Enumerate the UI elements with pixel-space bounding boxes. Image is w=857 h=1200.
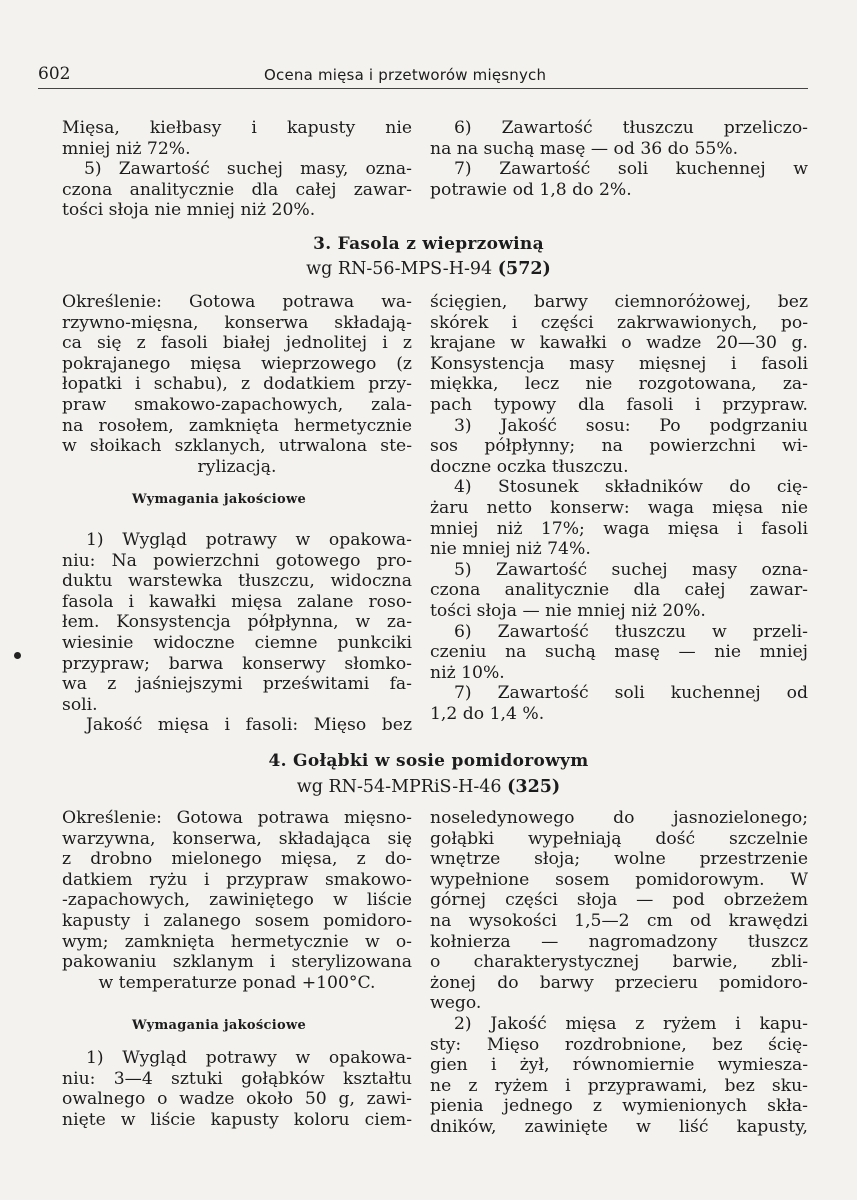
text-line: rylizacją. (197, 456, 277, 477)
text-line: gien i żył, równomiernie wymiesza- (430, 1055, 808, 1076)
text-line: 5) Zawartość suchej masy, ozna- (84, 159, 412, 180)
text-line: soli. (62, 694, 98, 715)
page-number: 602 (38, 64, 71, 84)
text-line: Mięsa, kiełbasy i kapusty nie (62, 118, 412, 138)
text-line: fasola i kawałki mięsa zalane roso- (62, 591, 412, 612)
section-4-requirements-left (62, 1048, 412, 1130)
section-3-title: 3. Fasola z wieprzowiną (313, 234, 544, 254)
text-line: pienia jednego z wymienionych skła- (430, 1096, 808, 1117)
top-left-text (62, 118, 412, 221)
section-4-right-text (430, 808, 808, 1138)
text-line: nięte w liście kapusty koloru ciem- (62, 1109, 412, 1130)
text-line: duktu warstewka tłuszczu, widoczna (62, 571, 412, 592)
text-line: kołnierza — nagromadzony tłuszcz (430, 931, 808, 952)
text-line: dników, zawinięte w liść kapusty, (430, 1116, 808, 1137)
text-line: kapusty i zalanego sosem pomidoro- (62, 910, 412, 931)
text-line: potrawie od 1,8 do 2%. (430, 179, 632, 200)
text-line: niu: Na powierzchni gotowego pro- (62, 550, 412, 571)
text-line: czona analitycznie dla całej zawar- (430, 580, 808, 601)
text-line: owalnego o wadze około 50 g, zawi- (62, 1089, 412, 1110)
text-line: 4) Stosunek składników do cię- (454, 477, 808, 498)
section-3-requirements-heading: Wymagania jakościowe (132, 492, 307, 507)
text-line: 3) Jakość sosu: Po podgrzaniu (454, 415, 808, 436)
text-line: pakowaniu szklanym i sterylizowana (62, 952, 412, 973)
top-right-text (430, 118, 808, 200)
section-3-right-text (430, 292, 808, 724)
text-line: doczne oczka tłuszczu. (430, 456, 629, 477)
text-line: wa z jaśniejszymi prześwitami fa- (62, 674, 412, 695)
text-line: na wysokości 1,5—2 cm od krawędzi (430, 910, 808, 931)
text-line: 7) Zawartość soli kuchennej w (454, 159, 808, 180)
section-3-number: (572) (497, 259, 551, 279)
section-4-requirements-heading: Wymagania jakościowe (132, 1018, 307, 1033)
text-line: 5) Zawartość suchej masy ozna- (454, 559, 808, 580)
section-3-definition (62, 292, 412, 477)
text-line: łopatki i schabu), z dodatkiem przy- (62, 374, 412, 395)
text-line: 6) Zawartość tłuszczu w przeli- (454, 621, 808, 642)
text-line: z drobno mielonego mięsa, z do- (62, 849, 412, 870)
text-line: łem. Konsystencja półpłynna, w za- (62, 612, 412, 633)
text-line: 6) Zawartość tłuszczu przeliczo- (454, 118, 808, 138)
text-line: na na suchą masę — od 36 do 55%. (430, 138, 739, 159)
text-line: żonej do barwy przecieru pomidoro- (430, 972, 808, 993)
text-line: skórek i części zakrwawionych, po- (430, 312, 808, 333)
text-line: czeniu na suchą masę — nie mniej (430, 642, 808, 663)
text-line: wypełnione sosem pomidorowym. W (430, 869, 808, 890)
text-line: żaru netto konserw: waga mięsa nie (430, 497, 808, 518)
text-line: niu: 3—4 sztuki gołąbków kształtu (62, 1068, 412, 1089)
text-line: Określenie: Gotowa potrawa mięsno- (62, 808, 412, 828)
section-4-code (0, 777, 857, 797)
text-line: datkiem ryżu i przypraw smakowo- (62, 869, 412, 890)
text-line: w słoikach szklanych, utrwalona ste- (62, 436, 412, 457)
text-line: ścięgien, barwy ciemnoróżowej, bez (430, 292, 808, 312)
text-line: gołąbki wypełniają dość szczelnie (430, 828, 808, 849)
text-line: 2) Jakość mięsa z ryżem i kapu- (454, 1013, 808, 1034)
text-line: sos półpłynny; na powierzchni wi- (430, 436, 808, 457)
text-line: Konsystencja masy mięsnej i fasoli (430, 353, 808, 374)
section-3-requirements-left (62, 530, 412, 736)
text-line: 7) Zawartość soli kuchennej od (454, 683, 808, 704)
text-line: noseledynowego do jasnozielonego; (430, 808, 808, 828)
text-line: tości słoja nie mniej niż 20%. (62, 200, 316, 221)
text-line: mniej niż 72%. (62, 138, 191, 159)
text-line: warzywna, konserwa, składająca się (62, 828, 412, 849)
text-line: wnętrze słoja; wolne przestrzenie (430, 849, 808, 870)
text-line: tości słoja — nie mniej niż 20%. (430, 600, 706, 621)
text-line: 1) Wygląd potrawy w opakowa- (86, 530, 412, 550)
text-line: praw smakowo-zapachowych, zala- (62, 394, 412, 415)
text-line: nie mniej niż 74%. (430, 539, 591, 560)
text-line: ne z ryżem i przyprawami, bez sku- (430, 1075, 808, 1096)
section-3-code (0, 259, 857, 279)
text-line: pach typowy dla fasoli i przypraw. (430, 394, 808, 415)
text-line: o charakterystycznej barwie, zbli- (430, 952, 808, 973)
text-line: pokrajanego mięsa wieprzowego (z (62, 353, 412, 374)
section-4-title: 4. Gołąbki w sosie pomidorowym (268, 751, 589, 771)
text-line: górnej części słoja — pod obrzeżem (430, 890, 808, 911)
text-line: wym; zamknięta hermetycznie w o- (62, 931, 412, 952)
text-line: mniej niż 17%; waga mięsa i fasoli (430, 518, 808, 539)
text-line: wiesinie widoczne ciemne punkciki (62, 632, 412, 653)
running-header (38, 62, 808, 89)
text-line: przypraw; barwa konserwy słomko- (62, 653, 412, 674)
text-line: miękka, lecz nie rozgotowana, za- (430, 374, 808, 395)
section-4-standard: wg RN-54-MPRiS-H-46 (296, 777, 502, 797)
section-4-definition (62, 808, 412, 993)
text-line: 1) Wygląd potrawy w opakowa- (86, 1048, 412, 1068)
text-line: -zapachowych, zawiniętego w liście (62, 890, 412, 911)
text-line: na rosołem, zamknięta hermetycznie (62, 415, 412, 436)
text-line: czona analitycznie dla całej zawar- (62, 179, 412, 200)
text-line: krajane w kawałki o wadze 20—30 g. (430, 333, 808, 354)
text-line: Określenie: Gotowa potrawa wa- (62, 292, 412, 312)
text-line: rzywno-mięsna, konserwa składają- (62, 312, 412, 333)
text-line: wego. (430, 993, 482, 1014)
section-4-number: (325) (507, 777, 561, 797)
text-line: 1,2 do 1,4 %. (430, 703, 545, 724)
margin-mark (14, 652, 21, 659)
text-line: Jakość mięsa i fasoli: Mięso bez (86, 715, 412, 736)
running-title: Ocena mięsa i przetworów mięsnych (264, 66, 547, 84)
text-line: niż 10%. (430, 662, 505, 683)
text-line: ca się z fasoli białej jednolitej i z (62, 333, 412, 354)
text-line: w temperaturze ponad +100°C. (98, 972, 376, 993)
text-line: sty: Mięso rozdrobnione, bez ścię- (430, 1034, 808, 1055)
section-3-standard: wg RN-56-MPS-H-94 (306, 259, 493, 279)
